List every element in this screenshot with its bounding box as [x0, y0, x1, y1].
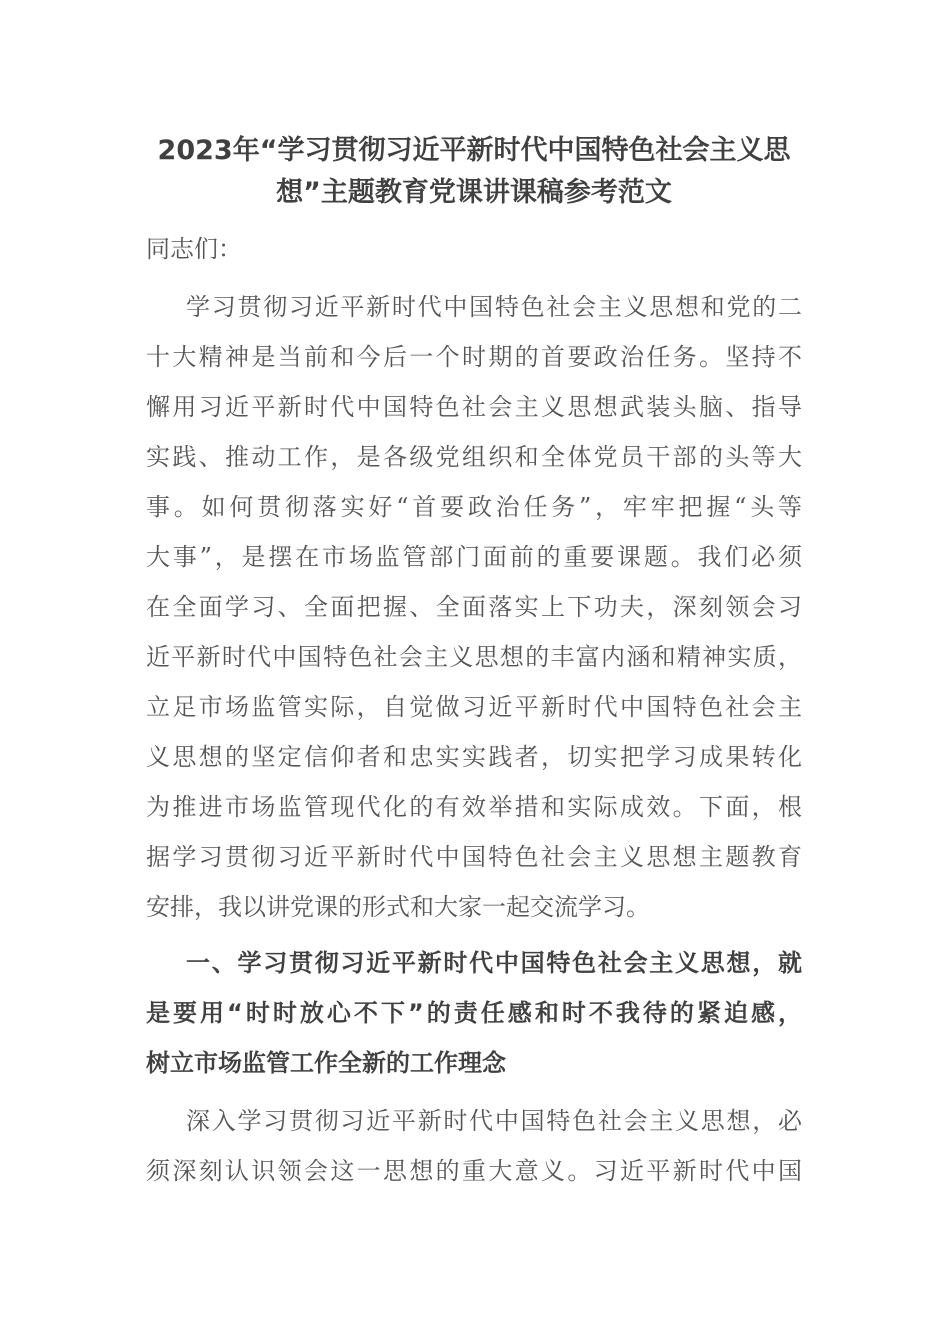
paragraph-line: 为推进市场监管现代化的有效举措和实际成效。下面，根	[146, 793, 802, 821]
paragraph-line: 学习贯彻习近平新时代中国特色社会主义思想和党的二	[186, 293, 802, 321]
heading-line: 是要用“时时放心不下”的责任感和时不我待的紧迫感，	[146, 999, 802, 1027]
paragraph-line: 据学习贯彻习近平新时代中国特色社会主义思想主题教育	[146, 843, 802, 871]
heading-line: 树立市场监管工作全新的工作理念	[146, 1049, 506, 1077]
paragraph-line: 十大精神是当前和今后一个时期的首要政治任务。坚持不	[146, 343, 802, 371]
paragraph-line: 须深刻认识领会这一思想的重大意义。习近平新时代中国	[146, 1157, 802, 1185]
paragraph-section-1	[146, 1096, 802, 1196]
document-body	[146, 130, 802, 1196]
paragraph-line: 大事”，是摆在市场监管部门面前的重要课题。我们必须	[146, 543, 802, 571]
paragraph-intro	[146, 282, 802, 932]
paragraph-line: 立足市场监管实际，自觉做习近平新时代中国特色社会主	[146, 693, 802, 721]
paragraph-line: 近平新时代中国特色社会主义思想的丰富内涵和精神实质，	[146, 643, 802, 671]
paragraph-line: 懈用习近平新时代中国特色社会主义思想武装头脑、指导	[146, 393, 802, 421]
title-line-1: 2023年“学习贯彻习近平新时代中国特色社会主义思	[157, 135, 791, 166]
paragraph-line: 在全面学习、全面把握、全面落实上下功夫，深刻领会习	[146, 593, 802, 621]
paragraph-line: 义思想的坚定信仰者和忠实实践者，切实把学习成果转化	[146, 743, 802, 771]
greeting: 同志们：	[146, 235, 242, 263]
paragraph-line: 安排，我以讲党课的形式和大家一起交流学习。	[146, 893, 650, 921]
section-heading-1	[146, 938, 802, 1088]
paragraph-line: 深入学习贯彻习近平新时代中国特色社会主义思想，必	[186, 1107, 802, 1135]
heading-line: 一、学习贯彻习近平新时代中国特色社会主义思想，就	[186, 949, 802, 977]
paragraph-line: 事。如何贯彻落实好“首要政治任务”，牢牢把握“头等	[146, 493, 802, 521]
title-line-2: 想”主题教育党课讲课稿参考范文	[276, 177, 672, 208]
document-title	[146, 130, 802, 214]
paragraph-line: 实践、推动工作，是各级党组织和全体党员干部的头等大	[146, 443, 802, 471]
